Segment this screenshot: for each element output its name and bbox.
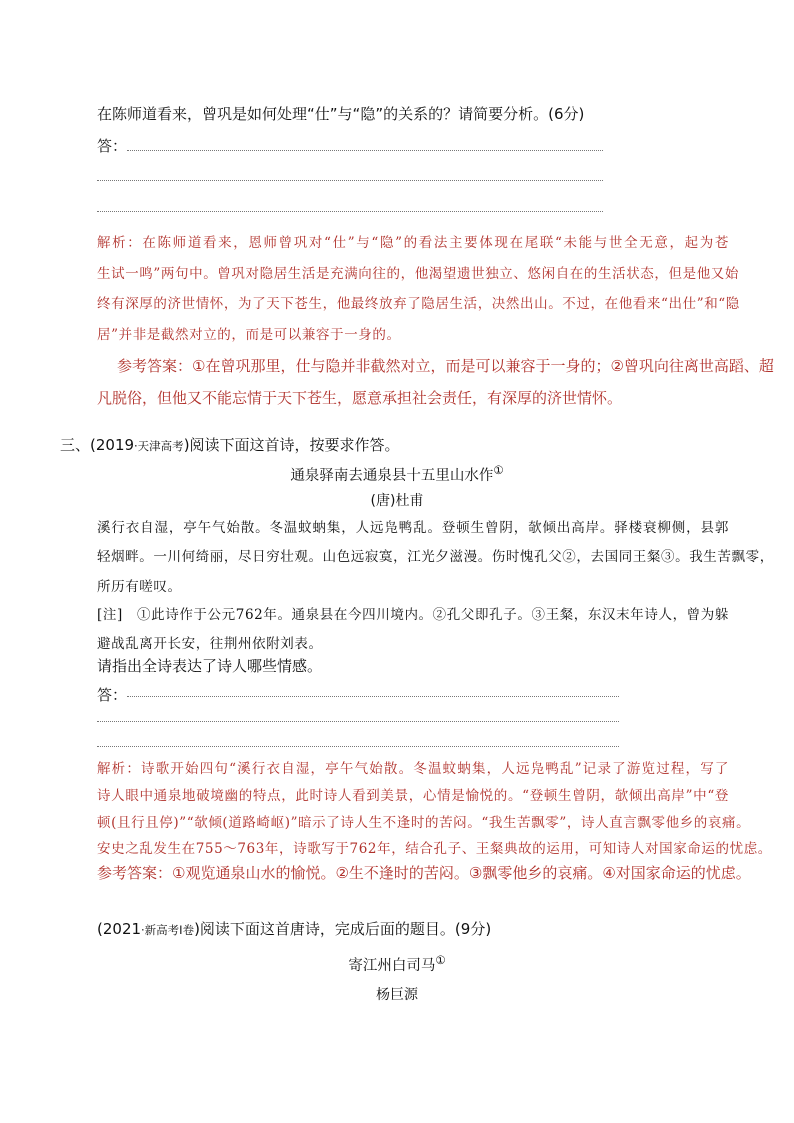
q2-poem-line: 所历有嗟叹。 bbox=[97, 579, 182, 595]
q2-analysis-line: 顿(且行且停)”“欹倾(道路崎岖)”暗示了诗人生不逢时的苦闷。“我生苦飘零”，诗人直言飘零他乡的哀痛。 bbox=[97, 815, 751, 831]
q2-header bbox=[60, 434, 400, 455]
q2-analysis-line: 安史之乱发生在755～763年，诗歌写于762年，结合孔子、王粲典故的运用，可知诗人对国家命运的忧虑。 bbox=[97, 841, 772, 857]
q1-analysis-line: 终有深厚的济世情怀，为了天下苍生，他最终放弃了隐居生活，决然出山。不过，在他看来“出仕”和“隐 bbox=[97, 296, 740, 312]
q2-poem-line: 溪行衣自湿，亭午气始散。冬温蚊蚋集，人远凫鸭乱。登顿生曾阴，欹倾出高岸。驿楼衰柳侧，县郭 bbox=[97, 520, 729, 536]
q3-header-prefix: (2021 bbox=[97, 920, 142, 938]
q2-note-line: 避战乱离开长安，往荆州依附刘表。 bbox=[97, 636, 323, 652]
q2-answer-line-1[interactable] bbox=[127, 696, 619, 697]
q2-poem-title-text: 通泉驿南去通泉县十五里山水作 bbox=[290, 467, 494, 484]
q2-poem-author: (唐)杜甫 bbox=[370, 493, 424, 509]
q2-reference: 参考答案：①观览通泉山水的愉悦。②生不逢时的苦闷。③飘零他乡的哀痛。④对国家命运的忧虑。 bbox=[97, 864, 751, 882]
q3-header bbox=[97, 918, 491, 939]
q1-answer-line-1[interactable] bbox=[127, 150, 603, 151]
q1-analysis-line: 居”并非是截然对立的，而是可以兼容于一身的。 bbox=[97, 327, 401, 343]
q2-header-source: ·天津高考 bbox=[134, 439, 184, 453]
q1-reference-line: 参考答案：①在曾巩那里，仕与隐并非截然对立，而是可以兼容于一身的；②曾巩向往离世高蹈、超 bbox=[117, 357, 774, 375]
q1-answer-line-2[interactable] bbox=[97, 180, 603, 181]
q1-answer-line-3[interactable] bbox=[97, 211, 603, 212]
q2-answer-line-2[interactable] bbox=[97, 721, 619, 722]
q2-poem-title bbox=[0, 463, 794, 485]
q1-prompt: 在陈师道看来，曾巩是如何处理“仕”与“隐”的关系的？请简要分析。(6分) bbox=[97, 105, 585, 123]
q3-poem-title-text: 寄江州白司马 bbox=[348, 957, 436, 974]
q2-poem-title-note: ① bbox=[493, 463, 504, 477]
q2-note-line: [注] ①此诗作于公元762年。通泉县在今四川境内。②孔父即孔子。③王粲，东汉末年诗人，曾为躲 bbox=[97, 607, 729, 623]
q2-poem-line: 轻烟畔。一川何绮丽，尽日穷壮观。山色远寂寞，江光夕滋漫。伤时愧孔父②，去国同王粲③。我生苦飘零， bbox=[97, 549, 774, 565]
q1-answer-label: 答： bbox=[97, 137, 128, 155]
q3-header-rest: )阅读下面这首唐诗，完成后面的题目。(9分) bbox=[194, 920, 492, 938]
q2-answer-label: 答： bbox=[97, 686, 128, 704]
q3-poem-author: 杨巨源 bbox=[376, 987, 418, 1003]
q2-header-prefix: 三、(2019 bbox=[60, 436, 135, 454]
q2-question: 请指出全诗表达了诗人哪些情感。 bbox=[97, 657, 323, 675]
q1-analysis-line: 解析：在陈师道看来，恩师曾巩对“仕”与“隐”的看法主要体现在尾联“未能与世全无意，起为苍 bbox=[97, 235, 729, 251]
q1-reference-line: 凡脱俗，但他又不能忘情于天下苍生，愿意承担社会责任，有深厚的济世情怀。 bbox=[97, 389, 623, 407]
q1-analysis-line: 生试一鸣”两句中。曾巩对隐居生活是充满向往的，他渴望遗世独立、悠闲自在的生活状态，但是他又始 bbox=[97, 266, 739, 282]
q2-analysis-line: 解析：诗歌开始四句“溪行衣自湿，亭午气始散。冬温蚊蚋集，人远凫鸭乱”记录了游览过程，写了 bbox=[97, 761, 729, 777]
q3-header-source: ·新高考Ⅰ卷 bbox=[141, 923, 195, 937]
q2-header-rest: )阅读下面这首诗，按要求作答。 bbox=[183, 436, 400, 454]
q2-answer-line-3[interactable] bbox=[97, 746, 619, 747]
q2-analysis-line: 诗人眼中通泉地破境幽的特点，此时诗人看到美景，心情是愉悦的。“登顿生曾阴，欹倾出高岸”中“登 bbox=[97, 788, 729, 804]
q3-poem-title bbox=[0, 953, 794, 975]
q3-poem-title-note: ① bbox=[435, 953, 446, 967]
